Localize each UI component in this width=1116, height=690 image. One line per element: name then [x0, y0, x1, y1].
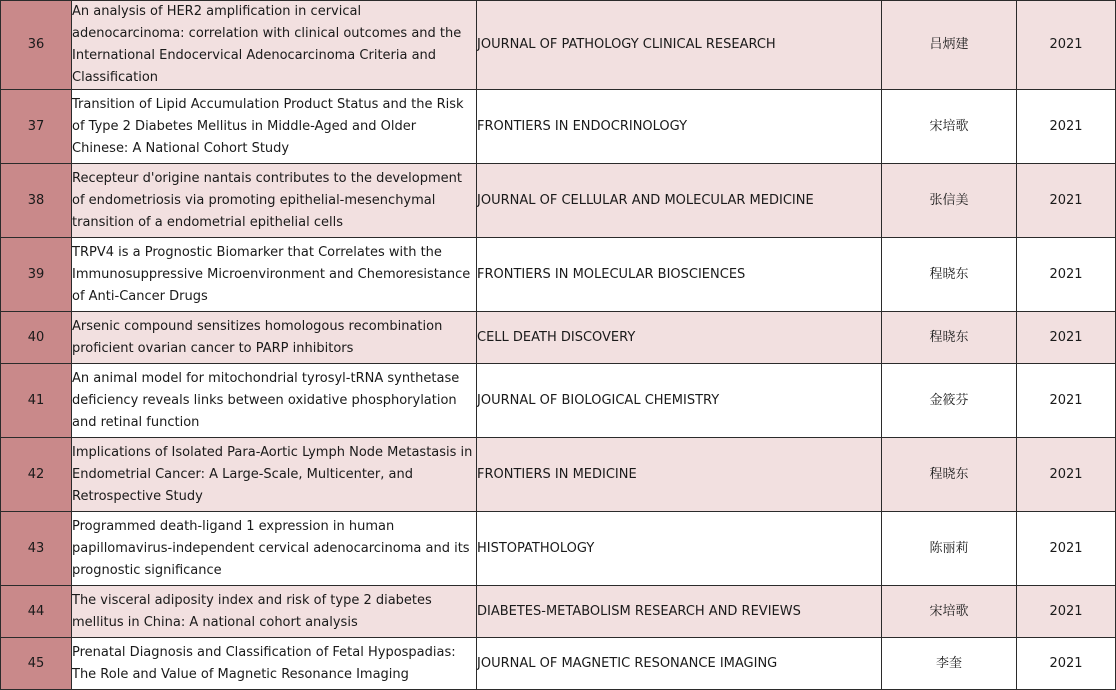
- row-number: 39: [1, 238, 72, 312]
- table-row: [1, 364, 1116, 438]
- author-name: 吕炳建: [882, 1, 1017, 90]
- table-row: [1, 238, 1116, 312]
- journal-name: JOURNAL OF PATHOLOGY CLINICAL RESEARCH: [477, 1, 882, 90]
- table-row: [1, 512, 1116, 586]
- table-row: [1, 90, 1116, 164]
- journal-name: FRONTIERS IN MOLECULAR BIOSCIENCES: [477, 238, 882, 312]
- table-row: [1, 1, 1116, 90]
- row-number: 45: [1, 638, 72, 690]
- row-number: 36: [1, 1, 72, 90]
- table-row: [1, 312, 1116, 364]
- paper-title: Programmed death-ligand 1 expression in human papillomavirus-independent cervical adenocarcinoma and its prognostic significance: [72, 512, 477, 586]
- journal-name: CELL DEATH DISCOVERY: [477, 312, 882, 364]
- table-row: [1, 164, 1116, 238]
- publication-year: 2021: [1017, 1, 1116, 90]
- paper-title: An animal model for mitochondrial tyrosyl-tRNA synthetase deficiency reveals links between oxidative phosphorylation and retinal function: [72, 364, 477, 438]
- row-number: 37: [1, 90, 72, 164]
- author-name: 程晓东: [882, 238, 1017, 312]
- row-number: 44: [1, 586, 72, 638]
- paper-title: Prenatal Diagnosis and Classification of Fetal Hypospadias: The Role and Value of Magnetic Resonance Imaging: [72, 638, 477, 690]
- paper-title: Arsenic compound sensitizes homologous recombination proficient ovarian cancer to PARP inhibitors: [72, 312, 477, 364]
- publication-year: 2021: [1017, 238, 1116, 312]
- publication-year: 2021: [1017, 438, 1116, 512]
- journal-name: DIABETES-METABOLISM RESEARCH AND REVIEWS: [477, 586, 882, 638]
- author-name: 程晓东: [882, 312, 1017, 364]
- row-number: 43: [1, 512, 72, 586]
- author-name: 宋培歌: [882, 586, 1017, 638]
- publication-year: 2021: [1017, 638, 1116, 690]
- journal-name: JOURNAL OF CELLULAR AND MOLECULAR MEDICINE: [477, 164, 882, 238]
- journal-name: FRONTIERS IN ENDOCRINOLOGY: [477, 90, 882, 164]
- paper-title: The visceral adiposity index and risk of type 2 diabetes mellitus in China: A national cohort analysis: [72, 586, 477, 638]
- publication-year: 2021: [1017, 512, 1116, 586]
- publication-year: 2021: [1017, 164, 1116, 238]
- row-number: 40: [1, 312, 72, 364]
- row-number: 42: [1, 438, 72, 512]
- author-name: 陈丽莉: [882, 512, 1017, 586]
- publication-year: 2021: [1017, 312, 1116, 364]
- row-number: 38: [1, 164, 72, 238]
- paper-title: An analysis of HER2 amplification in cervical adenocarcinoma: correlation with clinical outcomes and the International Endocervical Adenocarcinoma Criteria and Classification: [72, 1, 477, 90]
- author-name: 李奎: [882, 638, 1017, 690]
- author-name: 金筱芬: [882, 364, 1017, 438]
- author-name: 宋培歌: [882, 90, 1017, 164]
- publication-year: 2021: [1017, 364, 1116, 438]
- author-name: 张信美: [882, 164, 1017, 238]
- journal-name: JOURNAL OF BIOLOGICAL CHEMISTRY: [477, 364, 882, 438]
- publication-year: 2021: [1017, 90, 1116, 164]
- journal-name: HISTOPATHOLOGY: [477, 512, 882, 586]
- paper-title: Transition of Lipid Accumulation Product Status and the Risk of Type 2 Diabetes Mellitus in Middle-Aged and Older Chinese: A National Cohort Study: [72, 90, 477, 164]
- journal-name: FRONTIERS IN MEDICINE: [477, 438, 882, 512]
- table-row: [1, 586, 1116, 638]
- paper-title: Recepteur d'origine nantais contributes to the development of endometriosis via promoting epithelial-mesenchymal transition of a endometrial epithelial cells: [72, 164, 477, 238]
- journal-name: JOURNAL OF MAGNETIC RESONANCE IMAGING: [477, 638, 882, 690]
- paper-title: TRPV4 is a Prognostic Biomarker that Correlates with the Immunosuppressive Microenvironment and Chemoresistance of Anti-Cancer Drugs: [72, 238, 477, 312]
- author-name: 程晓东: [882, 438, 1017, 512]
- row-number: 41: [1, 364, 72, 438]
- table-row: [1, 638, 1116, 690]
- publication-year: 2021: [1017, 586, 1116, 638]
- paper-title: Implications of Isolated Para-Aortic Lymph Node Metastasis in Endometrial Cancer: A Large-Scale, Multicenter, and Retrospective Study: [72, 438, 477, 512]
- table-row: [1, 438, 1116, 512]
